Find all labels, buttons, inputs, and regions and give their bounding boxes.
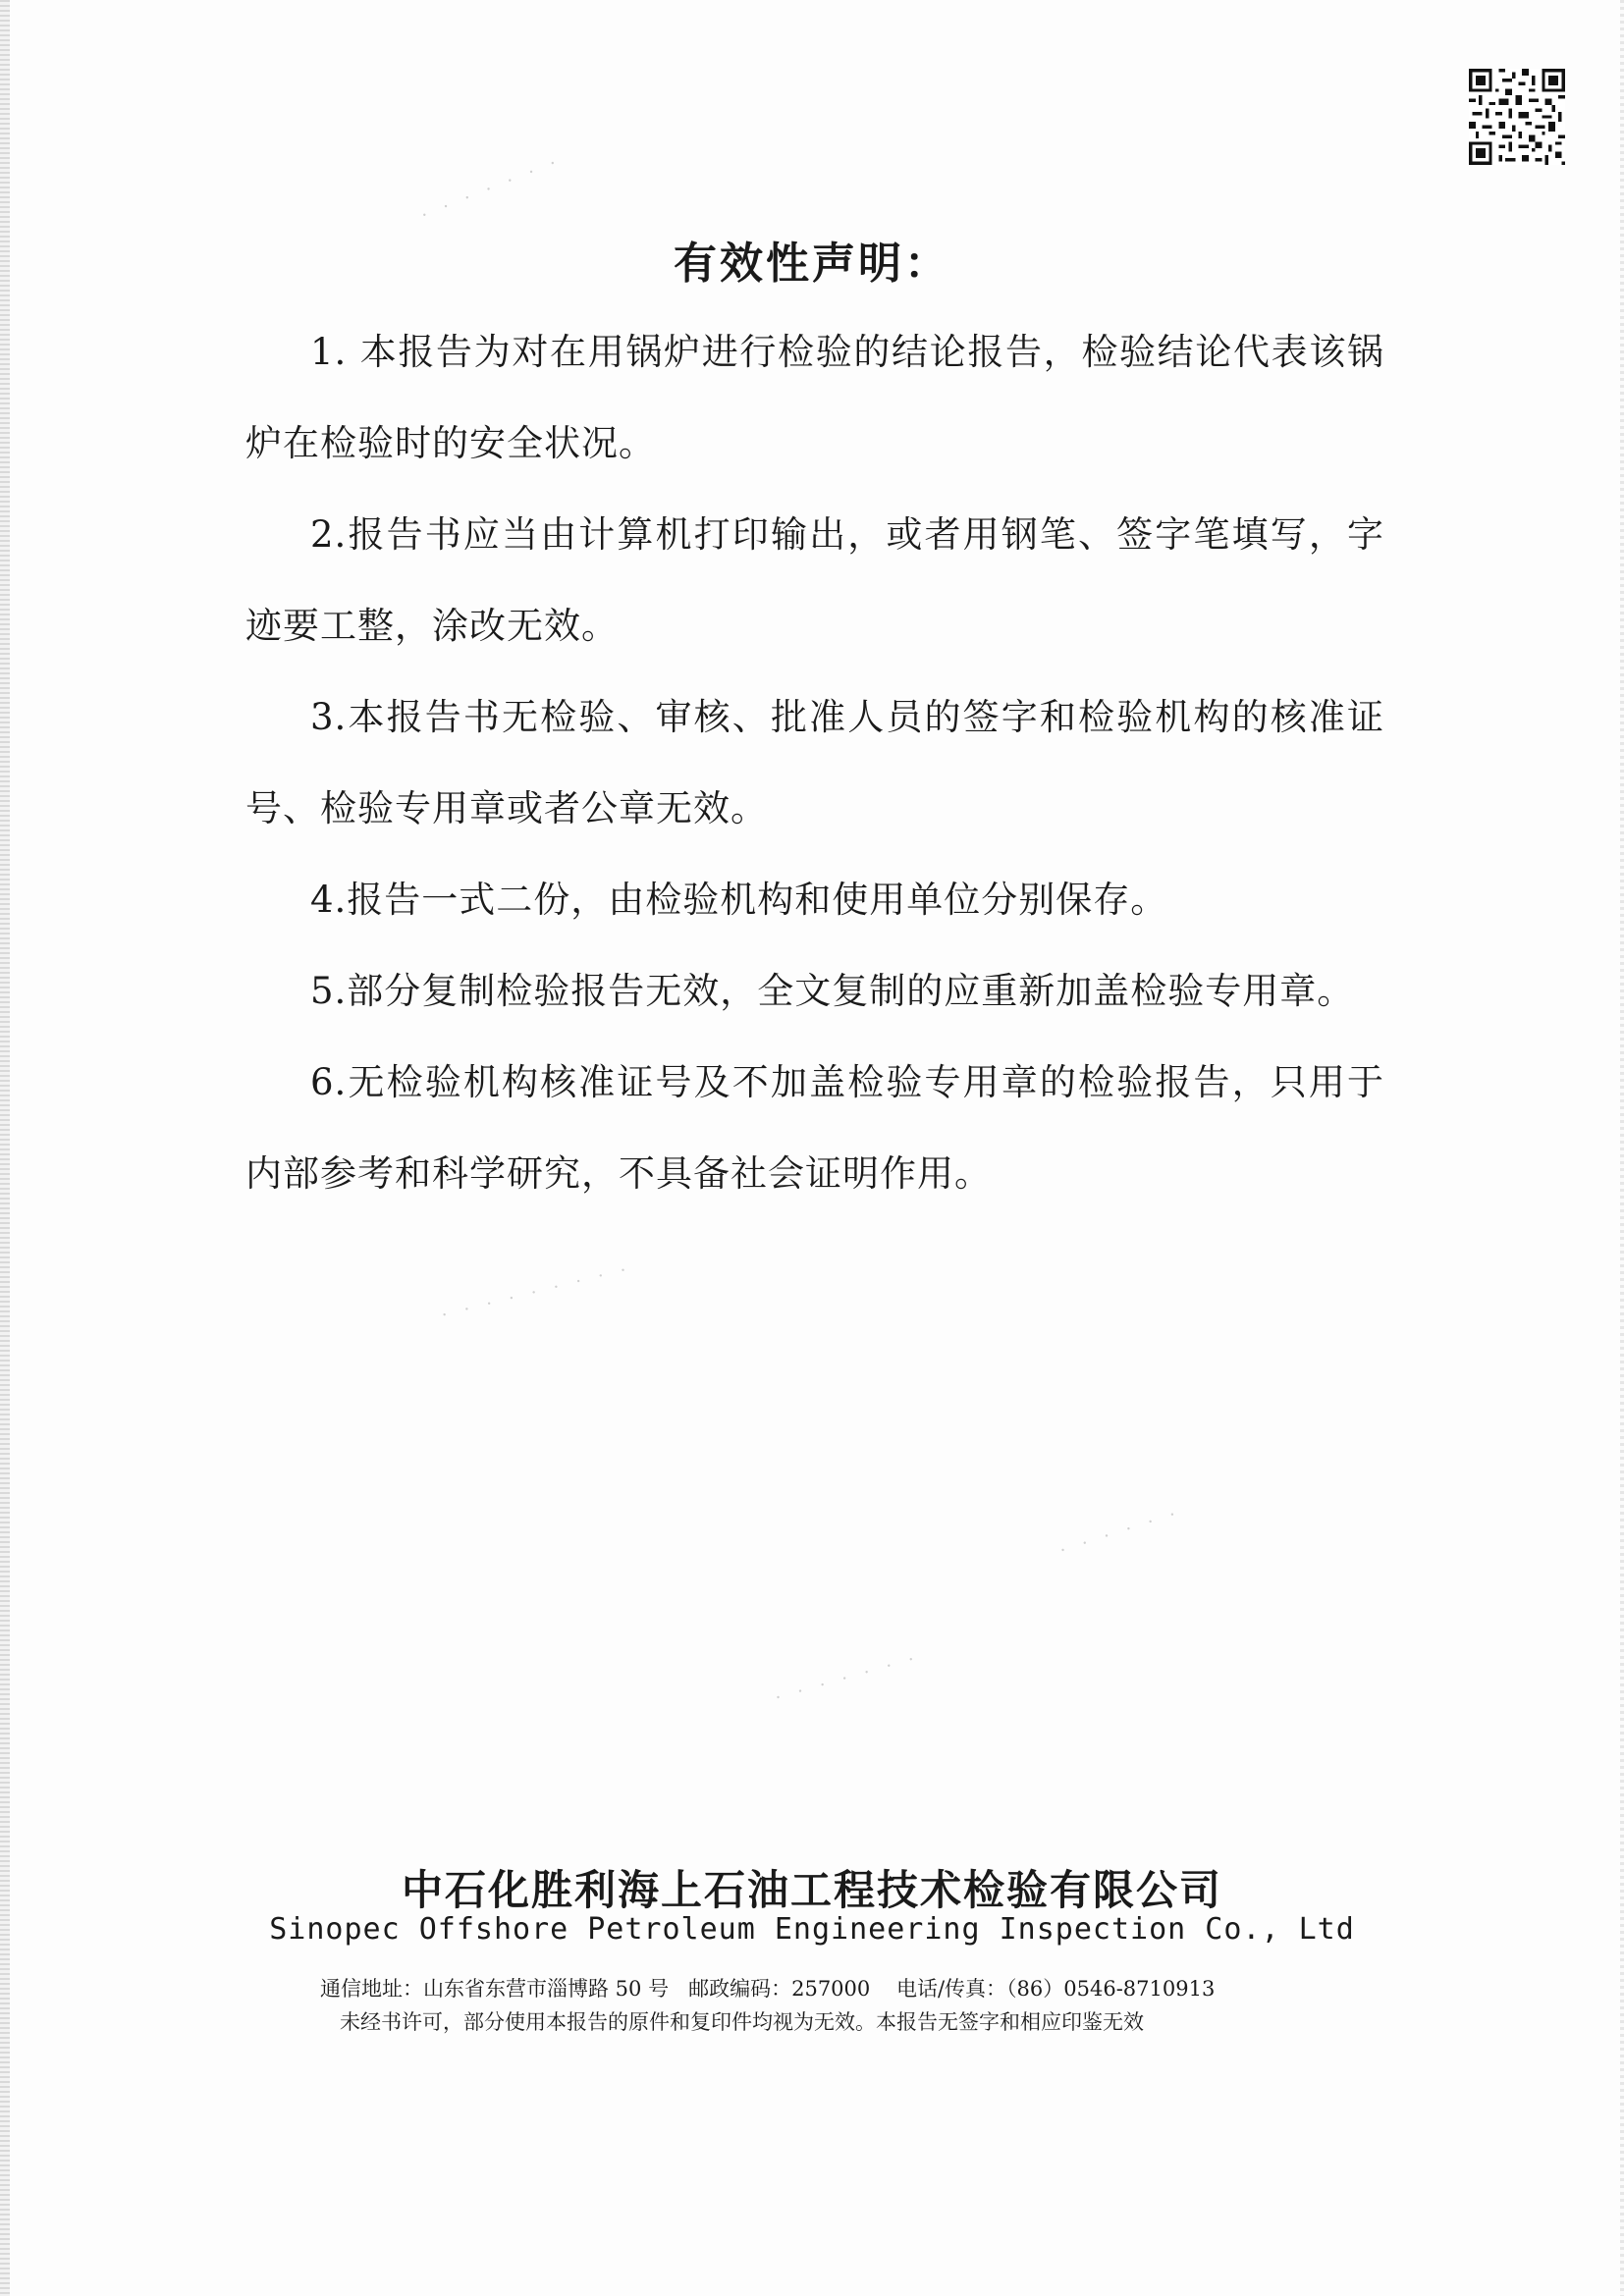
clause-3: 3.本报告书无检验、审核、批准人员的签字和检验机构的核准证号、检验专用章或者公章无效。: [245, 696, 1384, 829]
company-name-cn: 中石化胜利海上石油工程技术检验有限公司: [401, 1866, 1222, 1914]
clause-1: 1. 本报告为对在用锅炉进行检验的结论报告，检验结论代表该锅炉在检验时的安全状况。: [245, 331, 1384, 464]
company-name-en: Sinopec Offshore Petroleum Engineering Inspection Co., Ltd: [269, 1912, 1355, 1947]
validity-notice: 未经书许可，部分使用本报告的原件和复印件均视为无效。本报告无签字和相应印鉴无效: [340, 2010, 1144, 2034]
clause-2: 2.报告书应当由计算机打印输出，或者用钢笔、签字笔填写，字迹要工整，涂改无效。: [245, 513, 1384, 647]
watermark-trace: · · · · · · ·: [773, 1647, 923, 1709]
statement-title: 有效性声明：: [674, 239, 950, 289]
statement-clauses: [245, 306, 1384, 1219]
qr-code-icon: [1469, 69, 1565, 165]
watermark-trace: · · · · · ·: [1056, 1502, 1184, 1562]
scan-edge-right: [1620, 0, 1624, 2296]
clause-4: 4.报告一式二份，由检验机构和使用单位分别保存。: [310, 879, 1168, 921]
scan-edge-left: [0, 0, 10, 2296]
clause-6: 6.无检验机构核准证号及不加盖检验专用章的检验报告，只用于内部参考和科学研究，不具备社会证明作用。: [245, 1061, 1384, 1195]
watermark-trace: · · · · · · ·: [418, 150, 566, 227]
clause-5: 5.部分复制检验报告无效，全文复制的应重新加盖检验专用章。: [310, 970, 1355, 1012]
watermark-trace: · · · · · · · · ·: [439, 1258, 634, 1326]
contact-info: 通信地址：山东省东营市淄博路 50 号 邮政编码：257000 电话/传真：（86）0546-8710913: [320, 1977, 1216, 2001]
